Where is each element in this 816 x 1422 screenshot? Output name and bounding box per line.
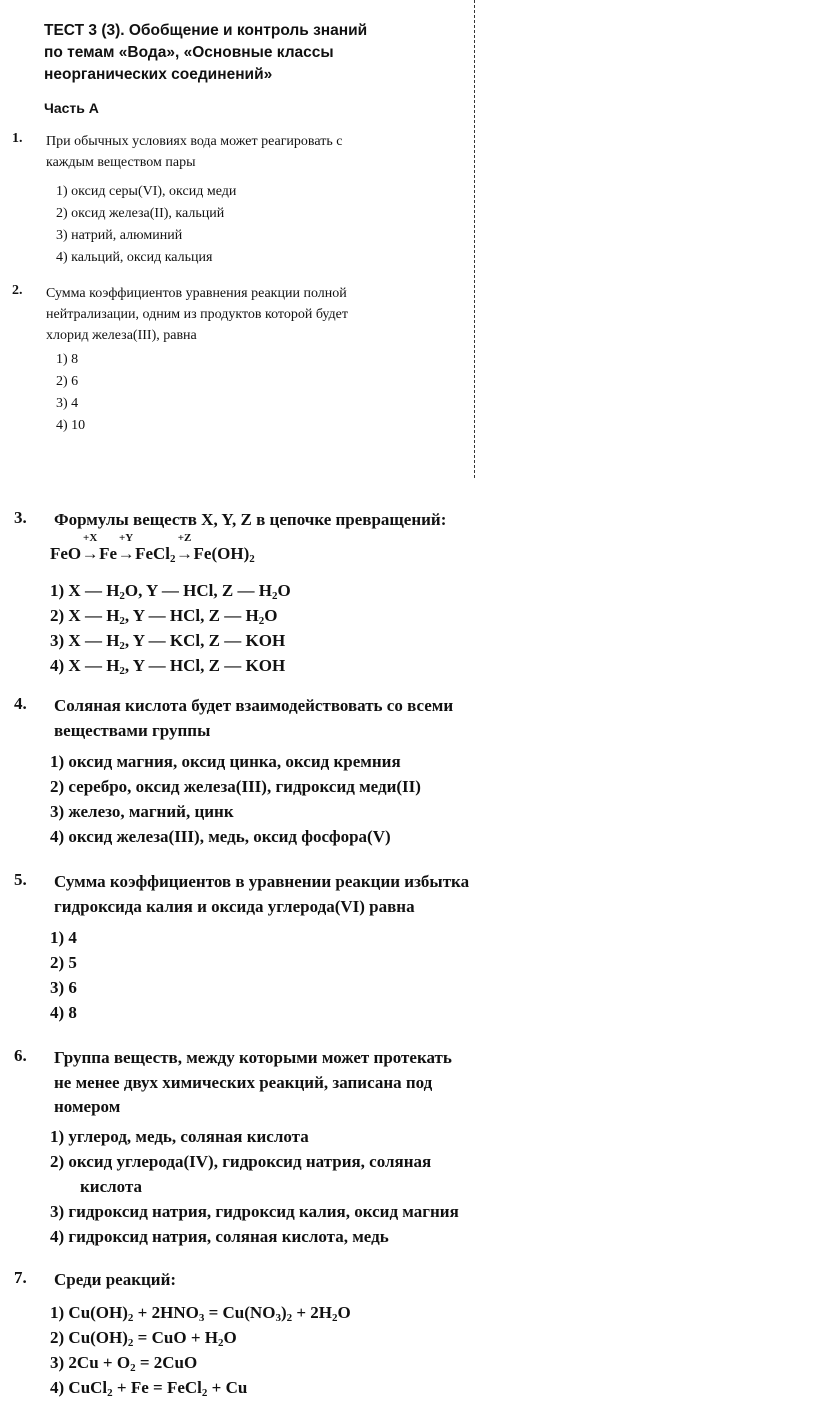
question-number: 6. <box>14 1046 27 1065</box>
answer-option[interactable] <box>50 603 291 628</box>
chain-substance: Fe <box>99 544 118 563</box>
formula-part: 1) Cu(OH) <box>50 1303 128 1322</box>
subscript: 2 <box>249 553 255 565</box>
reaction-option[interactable] <box>50 1350 351 1375</box>
question-text <box>46 131 476 173</box>
formula-part: 3) 2Cu + O <box>50 1353 131 1372</box>
question-line: номером <box>54 1097 121 1116</box>
answer-option[interactable]: 4) гидроксид натрия, соляная кислота, медь <box>50 1227 389 1246</box>
subscript: 2 <box>127 1312 134 1324</box>
reaction-option[interactable] <box>50 1375 351 1400</box>
question-line: Сумма коэффициентов уравнения реакции полной <box>46 286 347 301</box>
answer-option[interactable]: 2) серебро, оксид железа(III), гидроксид меди(II) <box>50 777 421 796</box>
arrow-icon: +Y → <box>117 532 135 563</box>
question-number: 2. <box>12 283 23 298</box>
subscript: 2 <box>119 590 125 602</box>
subscript: 2 <box>258 615 265 627</box>
question-3-options <box>14 578 554 682</box>
answer-option[interactable] <box>50 653 291 678</box>
answer-option[interactable]: 4) 10 <box>56 418 86 433</box>
chain-substance: Fe(OH) <box>193 544 250 563</box>
question-line: При обычных условиях вода может реагировать с <box>46 134 343 149</box>
question-line: Группа веществ, между которыми может протекать <box>54 1048 452 1067</box>
formula-part: 1) X — H <box>50 581 120 600</box>
formula-part: ) <box>280 1303 287 1322</box>
answer-option[interactable] <box>50 578 291 603</box>
subscript: 2 <box>107 1387 113 1399</box>
question-line: нейтрализации, одним из продуктов которой будет <box>46 307 348 322</box>
question-line: веществами группы <box>54 720 211 740</box>
answer-option[interactable]: 1) 4 <box>50 928 77 947</box>
subscript: 2 <box>119 615 125 627</box>
reaction-option[interactable] <box>50 1300 351 1325</box>
question-number: 7. <box>14 1268 27 1287</box>
arrow-icon: +X → <box>81 532 99 563</box>
subscript: 2 <box>119 640 125 652</box>
subscript: 2 <box>127 1337 134 1349</box>
answer-options <box>56 181 236 269</box>
formula-part: , Y — KCl, Z — KOH <box>124 631 286 650</box>
answer-options <box>56 349 85 437</box>
answer-option[interactable]: 2) 5 <box>50 953 77 972</box>
transformation-chain <box>50 532 255 565</box>
question-text <box>46 283 476 346</box>
question-4 <box>14 694 554 854</box>
answer-option[interactable]: 2) оксид углерода(IV), гидроксид натрия, соляная <box>50 1152 432 1171</box>
question-2 <box>12 283 472 443</box>
answer-option[interactable]: 3) гидроксид натрия, гидроксид калия, оксид магния <box>50 1202 459 1221</box>
question-line: Среди реакций: <box>54 1270 177 1289</box>
formula-part: O <box>223 1328 237 1347</box>
formula-part: 4) X — H <box>50 656 120 675</box>
answer-option[interactable]: 4) оксид железа(III), медь, оксид фосфора(V) <box>50 827 391 846</box>
answer-options <box>50 578 291 678</box>
formula-part: = 2CuO <box>135 1353 198 1372</box>
answer-option[interactable]: 3) 6 <box>50 978 77 997</box>
formula-part: , Y — HCl, Z — KOH <box>124 656 286 675</box>
answer-option-continuation[interactable]: кислота <box>80 1177 143 1196</box>
question-line: каждым веществом пары <box>46 155 196 170</box>
answer-option[interactable]: 1) оксид магния, оксид цинка, оксид кремния <box>50 752 401 771</box>
question-number: 1. <box>12 131 23 146</box>
answer-option[interactable]: 1) углерод, медь, соляная кислота <box>50 1127 309 1146</box>
question-7 <box>14 1268 554 1408</box>
answer-option[interactable]: 2) оксид железа(II), кальций <box>56 206 225 221</box>
question-line: Соляная кислота будет взаимодействовать со всеми <box>54 696 454 715</box>
formula-part: 2) Cu(OH) <box>50 1328 128 1347</box>
title-line: ТЕСТ 3 (3). Обобщение и контроль знаний <box>44 22 368 39</box>
subscript: 2 <box>119 665 125 677</box>
formula-part: O <box>277 581 291 600</box>
formula-part: 4) CuCl <box>50 1378 108 1397</box>
subscript: 2 <box>170 553 176 565</box>
answer-option[interactable]: 3) 4 <box>56 396 79 411</box>
question-number: 4. <box>14 694 27 713</box>
question-5 <box>14 870 554 1030</box>
arrow-label: +X <box>83 532 98 544</box>
subscript: 2 <box>201 1387 208 1399</box>
arrow-label: +Y <box>118 532 134 544</box>
formula-part: = CuO + H <box>133 1328 218 1347</box>
title-line: по темам «Вода», «Основные классы <box>44 44 334 61</box>
formula-part: = Cu(NO <box>204 1303 276 1322</box>
subscript: 3 <box>198 1312 205 1324</box>
subscript: 3 <box>275 1312 281 1324</box>
answer-options <box>50 1300 351 1400</box>
answer-options <box>50 749 421 849</box>
question-number: 5. <box>14 870 27 889</box>
chain-substance: FeCl <box>135 544 171 563</box>
answer-option[interactable]: 4) кальций, оксид кальция <box>56 250 213 265</box>
arrow-icon: +Z → <box>176 532 194 563</box>
answer-option[interactable]: 1) оксид серы(VI), оксид меди <box>56 184 237 199</box>
subscript: 2 <box>286 1312 293 1324</box>
answer-option[interactable] <box>50 628 291 653</box>
part-heading: Часть А <box>44 100 99 116</box>
question-line: не менее двух химических реакций, записана под <box>54 1072 433 1092</box>
formula-part: + 2HNO <box>133 1303 199 1322</box>
answer-options <box>50 925 77 1025</box>
subscript: 2 <box>130 1362 136 1374</box>
formula-part: O <box>264 606 278 625</box>
cut-line <box>474 0 475 478</box>
question-text <box>54 1268 562 1293</box>
formula-part: , Y — HCl, Z — H <box>124 606 259 625</box>
answer-options <box>50 1124 459 1249</box>
question-line: Сумма коэффициентов в уравнении реакции избытка <box>54 872 470 891</box>
subscript: 2 <box>332 1312 338 1324</box>
formula-part: + Fe = FeCl <box>112 1378 202 1397</box>
reaction-option[interactable] <box>50 1325 351 1350</box>
subscript: 2 <box>271 590 278 602</box>
subscript: 2 <box>217 1337 224 1349</box>
answer-option[interactable]: 1) 8 <box>56 352 79 367</box>
formula-part: O, Y — HCl, Z — H <box>124 581 272 600</box>
test-title <box>44 20 444 86</box>
question-1 <box>12 131 472 271</box>
question-number: 3. <box>14 508 27 527</box>
question-6 <box>14 1046 554 1256</box>
answer-option[interactable]: 3) железо, магний, цинк <box>50 802 234 821</box>
answer-option[interactable]: 4) 8 <box>50 1003 77 1022</box>
formula-part: 2) X — H <box>50 606 120 625</box>
title-line: неорганических соединений» <box>44 66 273 83</box>
chain-substance: FeO <box>50 544 82 563</box>
question-line: гидроксида калия и оксида углерода(VI) равна <box>54 896 415 916</box>
question-text <box>54 508 562 533</box>
answer-option[interactable]: 2) 6 <box>56 374 79 389</box>
answer-option[interactable]: 3) натрий, алюминий <box>56 228 183 243</box>
question-text <box>54 1046 562 1120</box>
formula-part: O <box>337 1303 351 1322</box>
question-text <box>54 870 562 919</box>
question-line: хлорид железа(III), равна <box>46 328 197 343</box>
question-line: Формулы веществ X, Y, Z в цепочке превращений: <box>54 510 447 529</box>
formula-part: + Cu <box>207 1378 248 1397</box>
question-text <box>54 694 562 743</box>
formula-part: 3) X — H <box>50 631 120 650</box>
formula-part: + 2H <box>292 1303 333 1322</box>
arrow-label: +Z <box>177 532 192 544</box>
